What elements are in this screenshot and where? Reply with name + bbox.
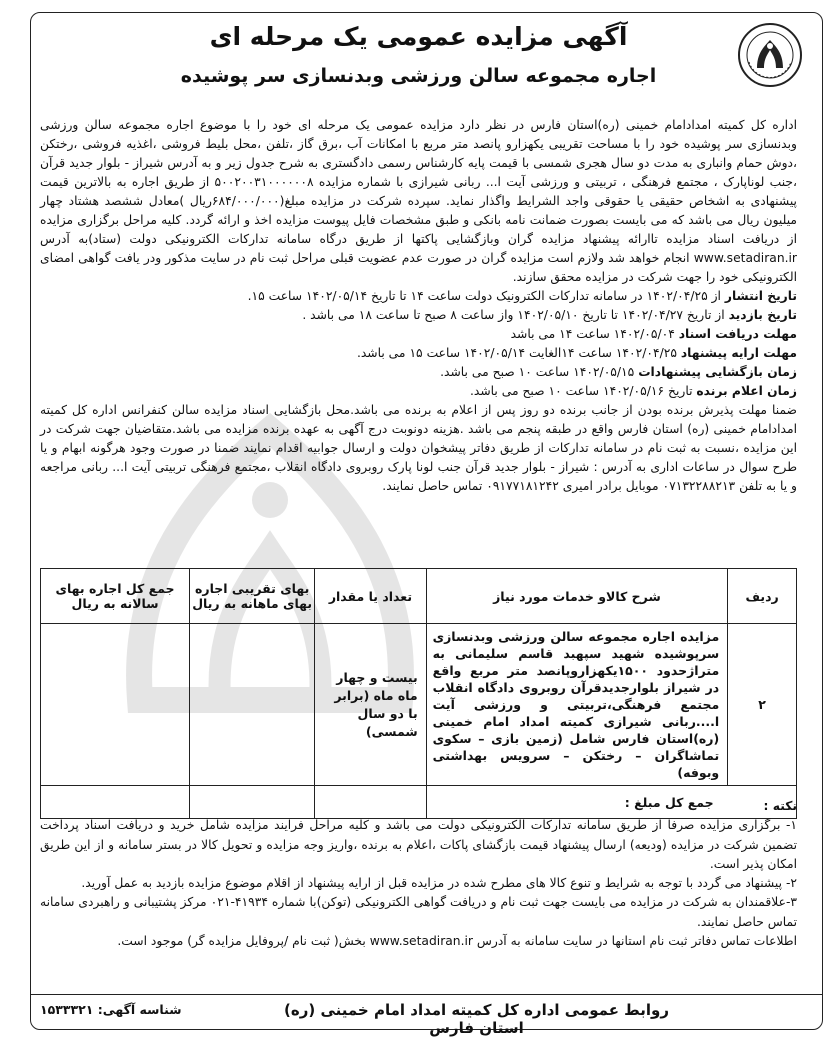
schedule-item <box>40 344 797 363</box>
table-header-row <box>41 569 797 624</box>
header-row-number: ردیف <box>728 569 797 624</box>
ad-body <box>40 116 797 496</box>
note-item: ۱- برگزاری مزایده صرفا از طریق سامانه تدارکات الکترونیکی دولت می باشد و کلیه مراحل فرایند مزایده شامل خرید و دریافت اسناد پرداخت تضمین شرکت در مزایده (ودیعه) ارسال پیشنهاد قیمت بازگشای پاکات ،اعلام به برنده ،واریز وجه مزایده و تحویل کالا در بستر سامانه و از این طریق امکان پذیر است. <box>40 818 797 871</box>
ad-identifier: شناسه آگهی: ۱۵۳۳۳۲۱ <box>40 1002 182 1017</box>
schedule-label: مهلت ارایه پیشنهاد <box>680 346 797 360</box>
items-table <box>40 568 797 819</box>
note-item: ۲- پیشنهاد می گردد با توجه به شرایط و تنوع کالا های مطرح شده در مزایده قبل از ارایه پیشنهاد از اقلام موضوع مزایده بازدید به عمل آورید. <box>81 876 797 891</box>
note-item: ۳-علاقمندان به شرکت در مزایده می بایست جهت ثبت نام و دریافت گواهی الکترونیکی (توکن)با شماره ۴۱۹۳۴-۰۲۱ مرکز پشتیبانی و راهبردی سامانه تماس حاصل نمایند. <box>40 895 797 929</box>
total-label: جمع کل مبلغ : <box>426 786 728 819</box>
schedule-item <box>40 363 797 382</box>
schedule-label: تاریخ بازدید <box>728 308 797 322</box>
note-item: اطلاعات تماس دفاتر ثبت نام استانها در سایت سامانه به آدرس www.setadiran.ir بخش( ثبت نام /پروفایل مزایده گر) موجود است. <box>117 934 797 949</box>
schedule-text: ۱۴۰۲/۰۵/۱۵ ساعت ۱۰ صبح می باشد. <box>440 365 639 379</box>
notes-section <box>40 797 797 951</box>
schedule-text: تاریخ ۱۴۰۲/۰۵/۱۶ ساعت ۱۰ صبح می باشد. <box>469 384 697 398</box>
schedule-text: از تاریخ ۱۴۰۲/۰۴/۲۷ تا تاریخ ۱۴۰۲/۰۵/۱۰ واز ساعت ۸ صبح تا ساعت ۱۸ می باشد . <box>302 308 729 322</box>
ad-subtitle: اجاره مجموعه سالن ورزشی وبدنسازی سر پوشیده <box>180 65 657 87</box>
schedule-label: زمان اعلام برنده <box>696 384 797 398</box>
row-quantity: بیست و چهار ماه ماه (برابر با دو سال شمسی) <box>315 624 426 786</box>
schedule-label: تاریخ انتشار <box>724 289 797 303</box>
schedule-text: از ۱۴۰۲/۰۴/۲۵ در سامانه تدارکات الکترونیک دولت ساعت ۱۴ تا تاریخ ۱۴۰۲/۰۵/۱۴ ساعت ۱۵. <box>247 289 725 303</box>
schedule-item <box>40 306 797 325</box>
schedule-text: ۱۴۰۲/۰۵/۰۴ ساعت ۱۴ می باشد <box>510 327 679 341</box>
header-quantity: تعداد یا مقدار <box>315 569 426 624</box>
schedule-label: زمان بازگشایی پیشنهادات <box>638 365 797 379</box>
closing-paragraph: ضمنا مهلت پذیرش برنده بودن از جانب برنده دو روز پس از اعلام به برنده می باشد.محل بازگشایی اسناد مزایده سالن کنفرانس اداره کل کمیته امدادامام خمینی (ره) استان فارس واقع در طبقه پنجم می باشد .هزینه دونوبت درج آگهی به عهده برنده مزایده می باشد.متقاضیان جهت شرکت در این مزایده ،نسبت به ثبت نام در سامانه تدارکات از طریق دفاتر پیشخوان دولت و ارسال جوابیه اقدام نمایند ضمنا در صورت وجود هرگونه ابهام و یا طرح سوال در ساعات اداری به آدرس : شیراز - بلوار جدید قرآن جنب لونا پارک روبروی دادگاه انقلاب ،مجتمع فرهنگی تربیتی آیت ا... ربانی مراجعه و یا به تلفن ۰۷۱۳۲۲۸۸۲۱۳ موبایل برادر امیری ۰۹۱۷۷۱۸۱۲۴۲ تماس حاصل نمایند. <box>40 403 797 493</box>
schedule-item <box>40 382 797 401</box>
row-annual-total <box>41 624 190 786</box>
header-description: شرح کالاو خدمات مورد نیاز <box>426 569 728 624</box>
header-monthly-rent: بهای تقریبی اجاره بهای ماهانه به ریال <box>190 569 315 624</box>
footer <box>30 994 823 1037</box>
row-description: مزایده اجاره مجموعه سالن ورزشی وبدنسازی سرپوشیده شهید سپهبد قاسم سلیمانی به متراژحدود ۱۵۰۰یکهزاروپانصد متر مربع واقع در شیراز بلوارجدیدقرآن روبروی دادگاه انقلاب مجتمع فرهنگی،تربیتی و ورزشی آیت ا....ربانی شیرازی کمیته امداد امام خمینی (ره)استان فارس شامل (زمین بازی – سکوی تماشاگران – رختکن – سرویس بهداشتی وبوفه) <box>426 624 728 786</box>
schedule-item <box>40 287 797 306</box>
row-number: ۲ <box>728 624 797 786</box>
table-row <box>41 624 797 786</box>
intro-paragraph: اداره کل کمیته امدادامام خمینی (ره)استان فارس در نظر دارد مزایده عمومی یک مرحله ای خود را با موضوع اجاره مجموعه سالن ورزشی وبدنسازی سر پوشیده خود را با مساحت تقریبی یکهزارو پانصد متر مربع با امکانات آب ،برق گاز ،تلفن ،محل بلیط فروشی ،اغذیه فروشی ،رختکن ،دوش حمام وانباری به مدت دو سال هجری شمسی با قیمت پایه کارشناس رسمی دادگستری به شرح جدول زیر و به آدرس شیراز - بلوار جدید قرآن ،جنب لوناپارک ، مجتمع فرهنگی ، تربیتی و ورزشی آیت ا... ربانی شیرازی با شماره مزایده ۵۰۰۲۰۰۳۱۰۰۰۰۰۰۸ از طریق اجاره به بالاترین قیمت پیشنهادی به اشخاص حقیقی یا حقوقی واجد الشرایط واگذار نماید. سپرده شرکت در مزایده مبلغ(۶۸۴/۰۰۰/۰۰۰ریال )معادل ششصد هشتاد چهار میلیون ریال می باشد که می بایست بصورت ضمانت نامه بانکی و طبق مشخصات فایل پیوست مزایده اخذ و ارائه گردد. کلیه مراحل برگزاری مزایده از دریافت اسناد مزایده تاارائه پیشنهاد مزایده گران وبازگشایی پاکتها از طریق درگاه سامانه تدارکات الکترونیکی دولت (ستاد)به آدرس www.setadiran.ir انجام خواهد شد ولازم است مزایده گران در صورت عدم عضویت قبلی مراحل ثبت نام در سایت مذکور ودر یافت گواهی امضای الکترونیکی خود را جهت شرکت در مزایده محقق سازند. <box>40 118 797 284</box>
schedule-label: مهلت دریافت اسناد <box>678 327 797 341</box>
relief-committee-logo <box>737 22 803 88</box>
schedule-text: ۱۴۰۲/۰۴/۲۵ ساعت ۱۴الغایت ۱۴۰۲/۰۵/۱۴ ساعت ۱۵ می باشد. <box>356 346 681 360</box>
footer-organization: روابط عمومی اداره کل کمیته امداد امام خمینی (ره) استان فارس <box>284 1001 669 1037</box>
row-monthly-rent <box>190 624 315 786</box>
ad-title: آگهی مزایده عمومی یک مرحله ای <box>209 22 628 51</box>
header-annual-total: جمع کل اجاره بهای سالانه به ریال <box>41 569 190 624</box>
schedule-item <box>40 325 797 344</box>
notes-heading: نکته : <box>763 799 797 813</box>
